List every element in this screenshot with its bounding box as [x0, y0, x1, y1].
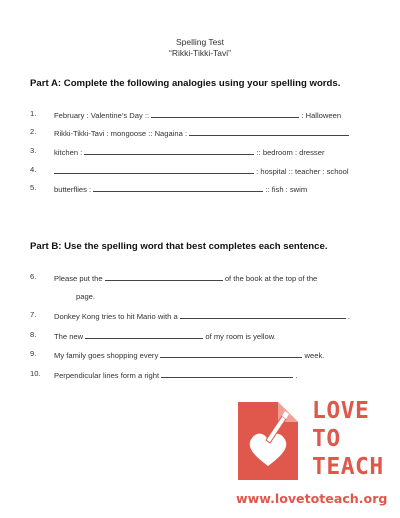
question-text-before: kitchen :: [54, 148, 83, 157]
answer-blank[interactable]: [105, 272, 223, 281]
question-text-before: Please put the: [54, 274, 103, 283]
question-body: [54, 330, 276, 341]
worksheet-subtitle: “Rikki-Tikki-Tavi”: [168, 48, 231, 58]
question-text-before: My family goes shopping every: [54, 351, 159, 360]
logo-word-to: TO: [312, 426, 341, 452]
question-text-after: week.: [304, 351, 325, 360]
question-number: 4.: [30, 165, 37, 174]
answer-blank[interactable]: [84, 146, 254, 155]
question-body: [54, 272, 317, 283]
question-1: [30, 109, 375, 121]
question-body: [54, 109, 341, 120]
worksheet-title: Spelling Test: [175, 37, 225, 47]
part-b-heading: Part B: Use the spelling word that best completes each sentence.: [30, 241, 328, 252]
answer-blank[interactable]: [151, 109, 299, 118]
question-text-after: of the book at the top of the: [224, 274, 318, 283]
question-text-after: :: fish : swim: [265, 185, 308, 194]
answer-blank[interactable]: [160, 349, 302, 358]
question-2: [30, 127, 375, 139]
question-3: [30, 146, 375, 158]
question-number: 8.: [30, 330, 37, 339]
question-body: [54, 310, 350, 321]
question-text-before: Donkey Kong tries to hit Mario with a: [54, 312, 178, 321]
question-body: [54, 369, 297, 380]
question-10: [30, 369, 375, 381]
question-4: [30, 165, 375, 177]
question-number: 3.: [30, 146, 37, 155]
website-url: www.lovetoteach.org: [236, 491, 388, 506]
question-body: [54, 146, 324, 157]
answer-blank[interactable]: [189, 127, 349, 136]
question-text-before: Rikki-Tikki-Tavi : mongoose :: Nagaina :: [54, 129, 188, 138]
question-number: 7.: [30, 310, 37, 319]
question-text-before: Perpendicular lines form a right: [54, 371, 160, 380]
question-number: 10.: [30, 369, 41, 378]
answer-blank[interactable]: [93, 183, 263, 192]
question-5: [30, 183, 375, 195]
question-text-after: : hospital :: teacher : school: [256, 167, 349, 176]
question-7: [30, 310, 375, 322]
question-9: [30, 349, 375, 361]
question-body: [54, 349, 324, 360]
question-text-after: .: [295, 371, 298, 380]
logo-word-teach: TEACH: [312, 454, 384, 480]
question-number: 2.: [30, 127, 37, 136]
question-text-after: .: [347, 312, 351, 321]
love-to-teach-logo: [232, 398, 382, 486]
answer-blank[interactable]: [161, 369, 293, 378]
question-6: [30, 272, 375, 284]
document-heart-icon: [232, 400, 304, 484]
question-6-continuation: page.: [76, 292, 96, 301]
part-a-heading: Part A: Complete the following analogies using your spelling words.: [30, 78, 341, 89]
answer-blank[interactable]: [54, 165, 254, 174]
question-number: 9.: [30, 349, 37, 358]
question-text-before: February : Valentine’s Day ::: [54, 111, 150, 120]
logo-word-love: LOVE: [312, 398, 370, 424]
question-number: 1.: [30, 109, 37, 118]
answer-blank[interactable]: [180, 310, 346, 319]
question-text-before: butterflies :: [54, 185, 92, 194]
question-text-after: :: bedroom : dresser: [256, 148, 325, 157]
question-body: [54, 183, 307, 194]
question-number: 5.: [30, 183, 37, 192]
question-text-before: The new: [54, 332, 84, 341]
question-number: 6.: [30, 272, 37, 281]
question-text-after: : Halloween: [301, 111, 342, 120]
question-text-after: of my room is yellow.: [205, 332, 276, 341]
question-body: [54, 127, 349, 138]
question-body: [54, 165, 349, 176]
question-8: [30, 330, 375, 342]
answer-blank[interactable]: [85, 330, 203, 339]
